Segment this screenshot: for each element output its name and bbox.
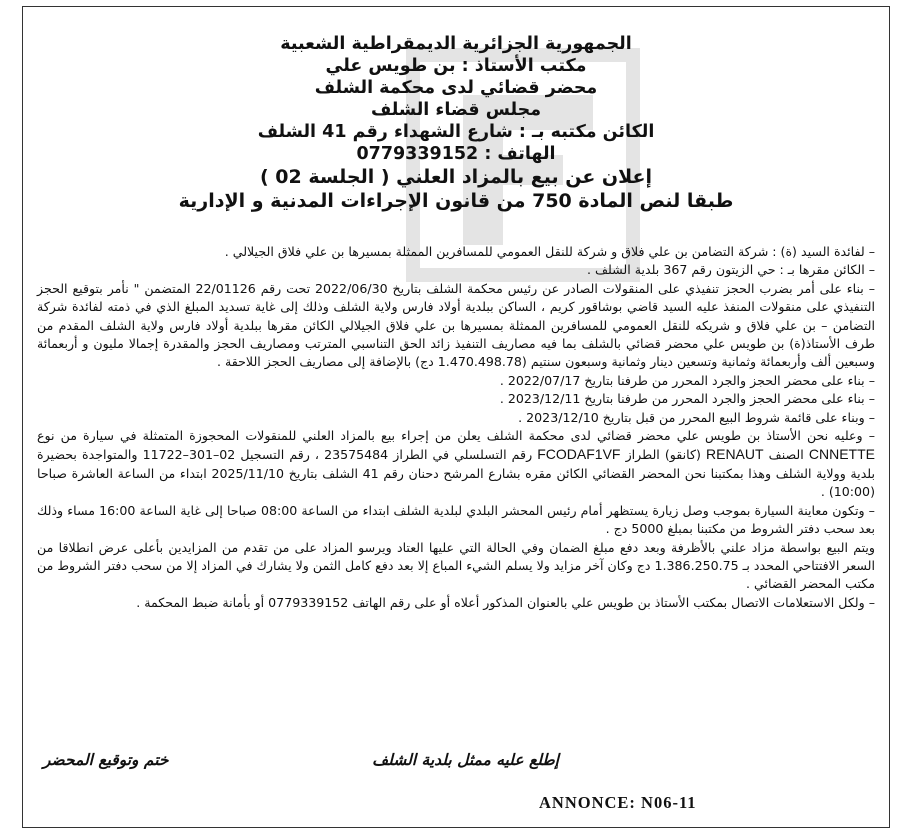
council-name: مجلس قضاء الشلف: [370, 100, 542, 120]
auction-terms-paragraph: ويتم البيع بواسطة مزاد علني بالأظرفة وبعد دفع مبلغ الضمان وفي الحالة التي عليها العتاد ويرسو المزاد على من تقدم من المزايدين بأعلى عرض انطلاقا من السعر الافتتاحي المحدد بـ 1.386.250.75 دج وكان آخر مزايد ولا يسلم الشيء المباع إلا بعد دفع كامل الثمن ولا يشارك في المزاد إلا من سحب دفتر الشروط من مكتب المحضر القضائي .: [37, 539, 875, 592]
vehicle-brand: CNNETTE: [808, 446, 875, 463]
annonce-number: ANNONCE: N06-11: [539, 793, 697, 812]
contact-paragraph: – ولكل الاستعلامات الاتصال بمكتب الأستاذ بن طويس علي بالعنوان المذكور أعلاه أو على رقم الهاتف 0779339152 أو بأمانة ضبط المحكمة .: [136, 594, 875, 610]
sale-announcement-paragraph: [37, 427, 875, 502]
vehicle-make: RENAUT: [706, 446, 764, 463]
document-header: [83, 33, 829, 213]
announcement-page: [22, 6, 890, 828]
vehicle-model: FCODAF1VF: [537, 446, 621, 463]
sale-text-d: رقم التسلسلي في الطراز 23575484 ، رقم التسجيل 02–301–11722 والمتواجدة بحضيرة بلدية وولاية الشلف وهذا بمكتبنا نحن المحضر القضائي الكائن مقره بشارع المرشح دحنان رقم 41 الشلف بتاريخ 2025/11/10 ابتداء من الساعة العاشرة صباحا (10:00) .: [37, 447, 875, 500]
announcement-body: [37, 243, 875, 612]
sale-text-c: (كانقو) الطراز: [625, 447, 701, 463]
sale-conditions-paragraph: – وبناء على قائمة شروط البيع المحرر من قبل بتاريخ 2023/12/10 .: [518, 409, 875, 425]
office-phone: الهاتف : 0779339152: [356, 144, 556, 164]
announcement-title: إعلان عن بيع بالمزاد العلني ( الجلسة 02 ): [259, 166, 653, 188]
seizure-order-paragraph: – بناء على أمر بضرب الحجز تنفيذي على المنقولات الصادر عن رئيس محكمة الشلف بتاريخ 2022/06/30 تحت رقم 22/01126 المتضمن " نأمر بتوقيع الحجز التنفيذي على منقولات المنفذ عليه السيد قاضي بوشاقور كريم ، الساكن ببلدية أولاد فارس ولاية الشلف وذلك إلى غاية تسديد المبلغ الذي في ذمته لفائدة شركة التضامن – بن علي فلاق و شريكه للنقل العمومي للمسافرين الممثلة بمسيرها بن علي فلاق الجيلالي الكائن مقرها ببلدية أولاد فارس ولاية الشلف المقدم من طرف الأستاذ(ة) بن طويس علي محضر قضائي بالشلف بما فيه مصاريف التنفيذ زائد الحق التناسبي المترتب ومصاريف الحجز والمقدرة إجمالا مليون و أربعمائة وسبعين ألف وأربعمائة وثمانية وتسعين دينار وثمانية وسبعون سنتيم (1.470.498.78 دج) بالإضافة إلى مصاريف الحجز اللاحقة .: [37, 280, 876, 370]
sale-text-b: الصنف: [768, 447, 804, 463]
republic-title: الجمهورية الجزائرية الديمقراطية الشعبية: [280, 34, 632, 54]
municipality-signature: إطلع عليه ممثل بلدية الشلف: [372, 751, 559, 769]
signatures-row: [43, 751, 869, 775]
beneficiary-address-paragraph: – الكائن مقرها بـ : حي الزيتون رقم 367 بلدية الشلف .: [586, 262, 875, 278]
office-name: مكتب الأستاذ : بن طويس علي: [325, 56, 587, 76]
seizure-report-2-paragraph: – بناء على محضر الحجز والجرد المحرر من طرفنا بتاريخ 2023/12/11 .: [499, 391, 875, 407]
office-address: الكائن مكتبه بـ : شارع الشهداء رقم 41 الشلف: [257, 122, 655, 142]
bailiff-title: محضر قضائي لدى محكمة الشلف: [314, 78, 598, 98]
beneficiary-paragraph: – لفائدة السيد (ة) : شركة التضامن بن علي فلاق و شركة للنقل العمومي للمسافرين الممثلة بمسيرها بن علي فلاق الجيلالي .: [224, 244, 875, 259]
seizure-report-1-paragraph: – بناء على محضر الحجز والجرد المحرر من طرفنا بتاريخ 2022/07/17 .: [499, 372, 875, 388]
bailiff-seal-signature: ختم وتوقيع المحضر: [43, 751, 169, 769]
sale-text-a: – وعليه نحن الأستاذ بن طويس علي محضر قضائي لدى محكمة الشلف يعلن من إجراء بيع بالمزاد العلني للمنقولات المحجوزة المتمثلة في سيارة من نوع: [37, 428, 875, 444]
law-reference: طبقا لنص المادة 750 من قانون الإجراءات المدنية و الإدارية: [178, 190, 734, 212]
inspection-paragraph: – وتكون معاينة السيارة بموجب وصل زيارة يستظهر أمام رئيس المحشر البلدي لبلدية الشلف ابتداء من الساعة 08:00 صباحا إلى غاية الساعة 16:00 مساء وذلك بعد سحب دفتر الشروط من مكتبنا بمبلغ 5000 دج .: [37, 502, 875, 537]
